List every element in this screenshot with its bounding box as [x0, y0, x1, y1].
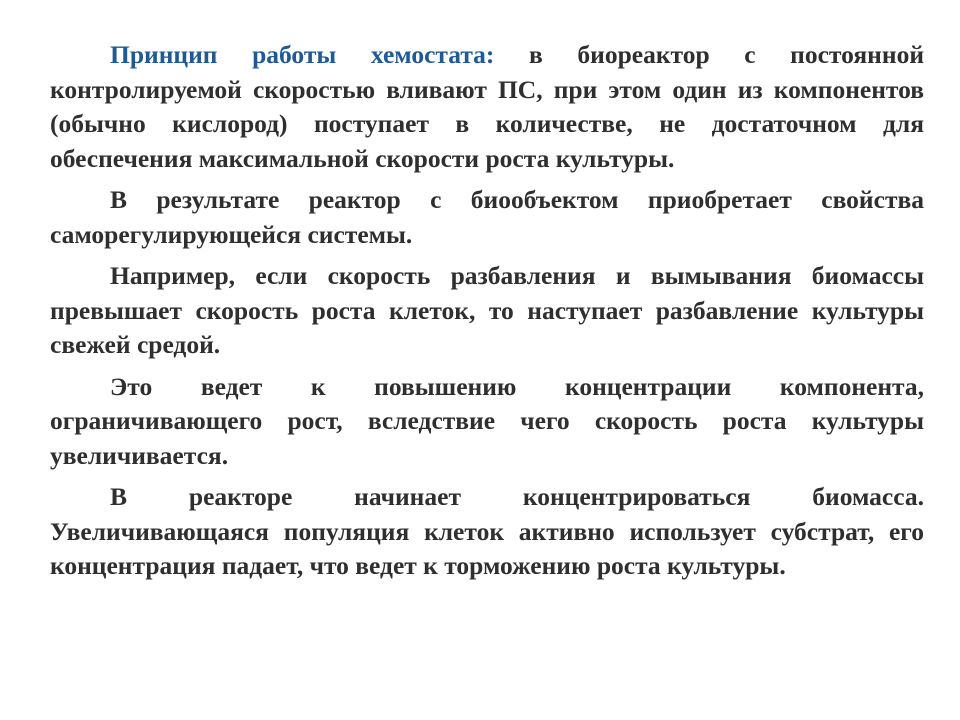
paragraph-text: в биореактор с постоянной контролируемой скоростью вливают ПС, при этом один из компонентов (обычно кислород) поступает в количестве, не достаточном для обеспечения максимальной скорости роста культуры. [50, 40, 925, 173]
paragraph-self-regulation: В результате реактор с биообъектом приобретает свойства саморегулирующейся системы. [50, 185, 924, 249]
paragraph-dilution-example: Например, если скорость разбавления и вымывания биомассы превышает скорость роста клеток, то наступает разбавление культуры свежей средой. [50, 261, 924, 359]
term-label: Принцип работы хемостата: [110, 40, 495, 69]
paragraph-biomass-accumulation: В реакторе начинает концентрироваться биомасса. Увеличивающаяся популяция клеток активно использует субстрат, его концентрация падает, что ведет к торможению роста культуры. [50, 482, 924, 580]
slide-body [50, 38, 924, 591]
paragraph-chemostat-principle [50, 38, 924, 176]
paragraph-concentration-increase: Это ведет к повышению концентрации компонента, ограничивающего рост, вследствие чего скорость роста культуры увеличивается. [50, 371, 924, 470]
